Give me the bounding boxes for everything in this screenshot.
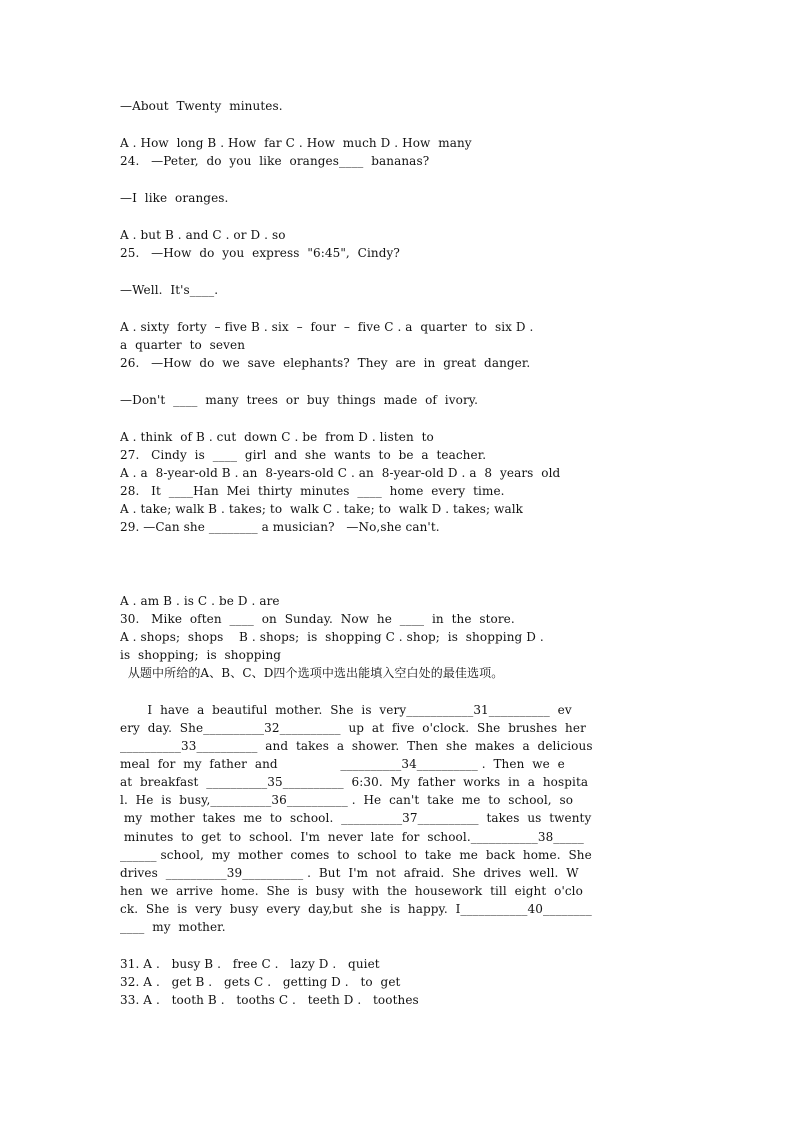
text-line: 27. Cindy is ____ girl and she wants to be a teacher.	[120, 448, 487, 462]
text-line: ____ my mother.	[120, 920, 226, 934]
text-line: —Don't ____ many trees or buy things made of ivory.	[120, 393, 478, 407]
text-line: A . but B . and C . or D . so	[120, 228, 286, 242]
text-line: ery day. She__________32__________ up at five o'clock. She brushes her	[120, 721, 586, 735]
text-line: A . shops; shops B . shops; is shopping C . shop; is shopping D .	[120, 630, 544, 644]
text-line: drives __________39__________ . But I'm not afraid. She drives well. W	[120, 866, 579, 880]
text-line: 28. It ____Han Mei thirty minutes ____ home every time.	[120, 484, 505, 498]
text-line: 25. —How do you express "6:45", Cindy?	[120, 246, 400, 260]
text-line: 29. —Can she ________ a musician? —No,she can't.	[120, 520, 440, 534]
text-line: is shopping; is shopping	[120, 648, 282, 662]
text-line: 24. —Peter, do you like oranges____ bananas?	[120, 154, 430, 168]
text-line: A . take; walk B . takes; to walk C . take; to walk D . takes; walk	[120, 502, 524, 516]
text-line: 26. —How do we save elephants? They are in great danger.	[120, 356, 531, 370]
text-line: my mother takes me to school. __________37__________ takes us twenty	[120, 811, 592, 825]
text-line: 30. Mike often ____ on Sunday. Now he ____ in the store.	[120, 612, 515, 626]
text-line: meal for my father and __________34__________ . Then we e	[120, 757, 565, 771]
text-line: a quarter to seven	[120, 338, 246, 352]
text-line: hen we arrive home. She is busy with the housework till eight o'clo	[120, 884, 583, 898]
text-line: A . think of B . cut down C . be from D . listen to	[120, 430, 434, 444]
text-line: I have a beautiful mother. She is very___________31__________ ev	[120, 703, 572, 717]
text-line: __________33__________ and takes a shower. Then she makes a delicious	[120, 739, 593, 753]
text-line: A . sixty forty – five B . six – four – five C . a quarter to six D .	[120, 320, 534, 334]
text-line: A . a 8-year-old B . an 8-years-old C . an 8-year-old D . a 8 years old	[120, 466, 561, 480]
text-line: —Well. It's____.	[120, 283, 219, 297]
text-line: A . am B . is C . be D . are	[120, 594, 280, 608]
text-line: 32. A . get B . gets C . getting D . to get	[120, 975, 401, 989]
text-line: minutes to get to school. I'm never late for school.___________38_____	[120, 830, 584, 844]
text-line: A . How long B . How far C . How much D . How many	[120, 136, 472, 150]
text-line: 从题中所给的A、B、C、D四个选项中选出能填入空白处的最佳选项。	[120, 666, 504, 680]
text-line: l. He is busy,__________36__________ . He can't take me to school, so	[120, 793, 574, 807]
text-line: ck. She is very busy every day,but she is happy. I___________40________	[120, 902, 592, 916]
text-line: ______ school, my mother comes to school to take me back home. She	[120, 848, 592, 862]
text-line: 31. A . busy B . free C . lazy D . quiet	[120, 957, 380, 971]
text-line: —I like oranges.	[120, 191, 229, 205]
text-line: at breakfast __________35__________ 6:30. My father works in a hospita	[120, 775, 589, 789]
text-line: —About Twenty minutes.	[120, 99, 283, 113]
text-line: 33. A . tooth B . tooths C . teeth D . toothes	[120, 993, 419, 1007]
